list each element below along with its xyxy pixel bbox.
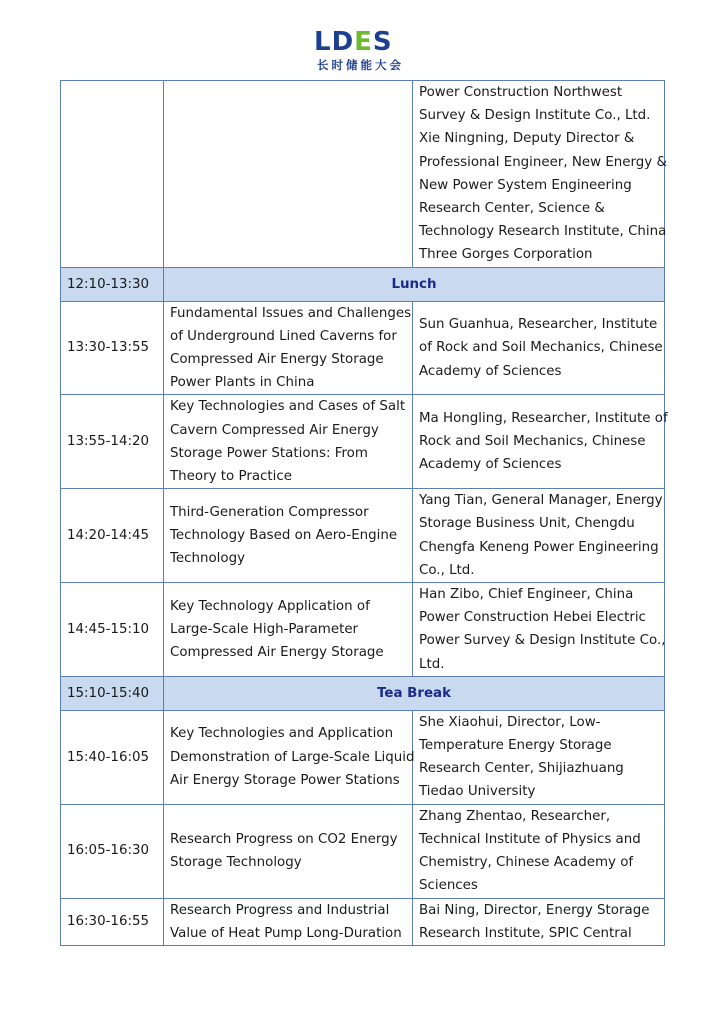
speaker-line: Xie Ningning, Deputy Director &: [419, 131, 635, 147]
speaker-line: Academy of Sciences: [419, 363, 562, 379]
agenda-body: [61, 81, 668, 946]
speaker-line: Ma Hongling, Researcher, Institute of: [419, 411, 668, 427]
speaker-line: Research Center, Science &: [419, 201, 605, 217]
topic-line: Storage Power Stations: From: [170, 445, 368, 461]
speaker-line: Power Construction Hebei Electric: [419, 610, 646, 626]
speaker-line: Storage Business Unit, Chengdu: [419, 516, 635, 532]
topic-cell: [164, 583, 413, 677]
speaker-line: Power Construction Northwest: [419, 85, 623, 100]
topic-cell: [164, 489, 413, 583]
topic-line: Air Energy Storage Power Stations: [170, 772, 400, 788]
speaker-cell: [413, 710, 665, 804]
topic-line: Storage Technology: [170, 855, 302, 871]
speaker-line: Han Zibo, Chief Engineer, China: [419, 587, 634, 603]
speaker-line: Research Center, Shijiazhuang: [419, 761, 624, 777]
speaker-line: of Rock and Soil Mechanics, Chinese: [419, 340, 663, 356]
topic-cell: [164, 395, 413, 489]
topic-line: Third-Generation Compressor: [170, 504, 369, 520]
topic-line: Fundamental Issues and Challenges: [170, 305, 412, 321]
topic-cell: [164, 710, 413, 804]
break-label: Lunch: [164, 267, 665, 301]
session-row: [61, 898, 665, 945]
session-row: [61, 81, 665, 268]
topic-line: Key Technology Application of: [170, 598, 370, 614]
time-cell: 13:30-13:55: [61, 301, 164, 395]
topic-line: Compressed Air Energy Storage: [170, 645, 384, 661]
speaker-line: Tiedao University: [419, 784, 536, 800]
speaker-line: Rock and Soil Mechanics, Chinese: [419, 434, 646, 450]
speaker-cell: [413, 81, 665, 268]
break-row: [61, 267, 665, 301]
session-row: [61, 710, 665, 804]
speaker-line: Technical Institute of Physics and: [419, 831, 641, 847]
speaker-line: Sciences: [419, 878, 478, 894]
speaker-cell: [413, 489, 665, 583]
speaker-line: Yang Tian, General Manager, Energy: [419, 493, 663, 509]
topic-line: Technology: [170, 551, 246, 567]
topic-line: Demonstration of Large-Scale Liquid: [170, 749, 415, 765]
topic-line: Value of Heat Pump Long-Duration: [170, 925, 402, 941]
session-row: [61, 583, 665, 677]
speaker-line: Research Institute, SPIC Central: [419, 925, 632, 941]
topic-line: Research Progress and Industrial: [170, 902, 390, 918]
conference-logo: [314, 28, 414, 74]
logo-subtitle: 长时储能大会: [317, 58, 404, 72]
speaker-cell: [413, 898, 665, 945]
speaker-line: Zhang Zhentao, Researcher,: [419, 808, 611, 824]
speaker-line: Ltd.: [419, 656, 445, 672]
session-row: [61, 395, 665, 489]
time-cell: 16:05-16:30: [61, 804, 164, 898]
speaker-line: Professional Engineer, New Energy &: [419, 154, 667, 170]
speaker-cell: [413, 395, 668, 489]
topic-line: Technology Based on Aero-Engine: [170, 528, 398, 544]
topic-line: Research Progress on CO2 Energy: [170, 831, 398, 847]
break-label: Tea Break: [164, 676, 665, 710]
time-cell: 14:20-14:45: [61, 489, 164, 583]
break-row: [61, 676, 665, 710]
speaker-line: Co., Ltd.: [419, 562, 475, 578]
topic-cell: [164, 804, 413, 898]
topic-line: Power Plants in China: [170, 375, 315, 391]
topic-line: Key Technologies and Application: [170, 726, 394, 742]
speaker-line: Academy of Sciences: [419, 457, 562, 473]
speaker-line: Sun Guanhua, Researcher, Institute: [419, 317, 658, 333]
topic-cell: [164, 301, 413, 395]
topic-line: Key Technologies and Cases of Salt: [170, 399, 406, 415]
speaker-cell: [413, 583, 665, 677]
time-cell: 15:10-15:40: [61, 676, 164, 710]
time-cell: [61, 81, 164, 268]
speaker-line: Chemistry, Chinese Academy of: [419, 855, 634, 871]
topic-line: Large-Scale High-Parameter: [170, 621, 359, 637]
time-cell: 13:55-14:20: [61, 395, 164, 489]
speaker-line: Survey & Design Institute Co., Ltd.: [419, 108, 651, 124]
speaker-cell: [413, 301, 665, 395]
time-cell: 12:10-13:30: [61, 267, 164, 301]
topic-cell: [164, 81, 413, 268]
time-cell: 16:30-16:55: [61, 898, 164, 945]
speaker-line: Chengfa Keneng Power Engineering: [419, 539, 659, 555]
time-cell: 15:40-16:05: [61, 710, 164, 804]
topic-line: Compressed Air Energy Storage: [170, 352, 384, 368]
session-row: [61, 489, 665, 583]
speaker-line: Three Gorges Corporation: [419, 247, 593, 263]
session-row: [61, 301, 665, 395]
speaker-cell: [413, 804, 665, 898]
speaker-line: Technology Research Institute, China: [419, 224, 667, 240]
speaker-line: Temperature Energy Storage: [419, 738, 612, 754]
topic-line: Theory to Practice: [170, 469, 292, 485]
time-cell: 14:45-15:10: [61, 583, 164, 677]
topic-line: of Underground Lined Caverns for: [170, 328, 397, 344]
speaker-line: She Xiaohui, Director, Low-: [419, 714, 601, 730]
speaker-line: New Power System Engineering: [419, 177, 632, 193]
logo-wordmark: LDES: [314, 27, 393, 57]
speaker-line: Power Survey & Design Institute Co.,: [419, 633, 666, 649]
topic-cell: [164, 898, 413, 945]
agenda-table: [60, 80, 668, 946]
topic-line: Cavern Compressed Air Energy: [170, 422, 379, 438]
session-row: [61, 804, 665, 898]
speaker-line: Bai Ning, Director, Energy Storage: [419, 902, 650, 918]
